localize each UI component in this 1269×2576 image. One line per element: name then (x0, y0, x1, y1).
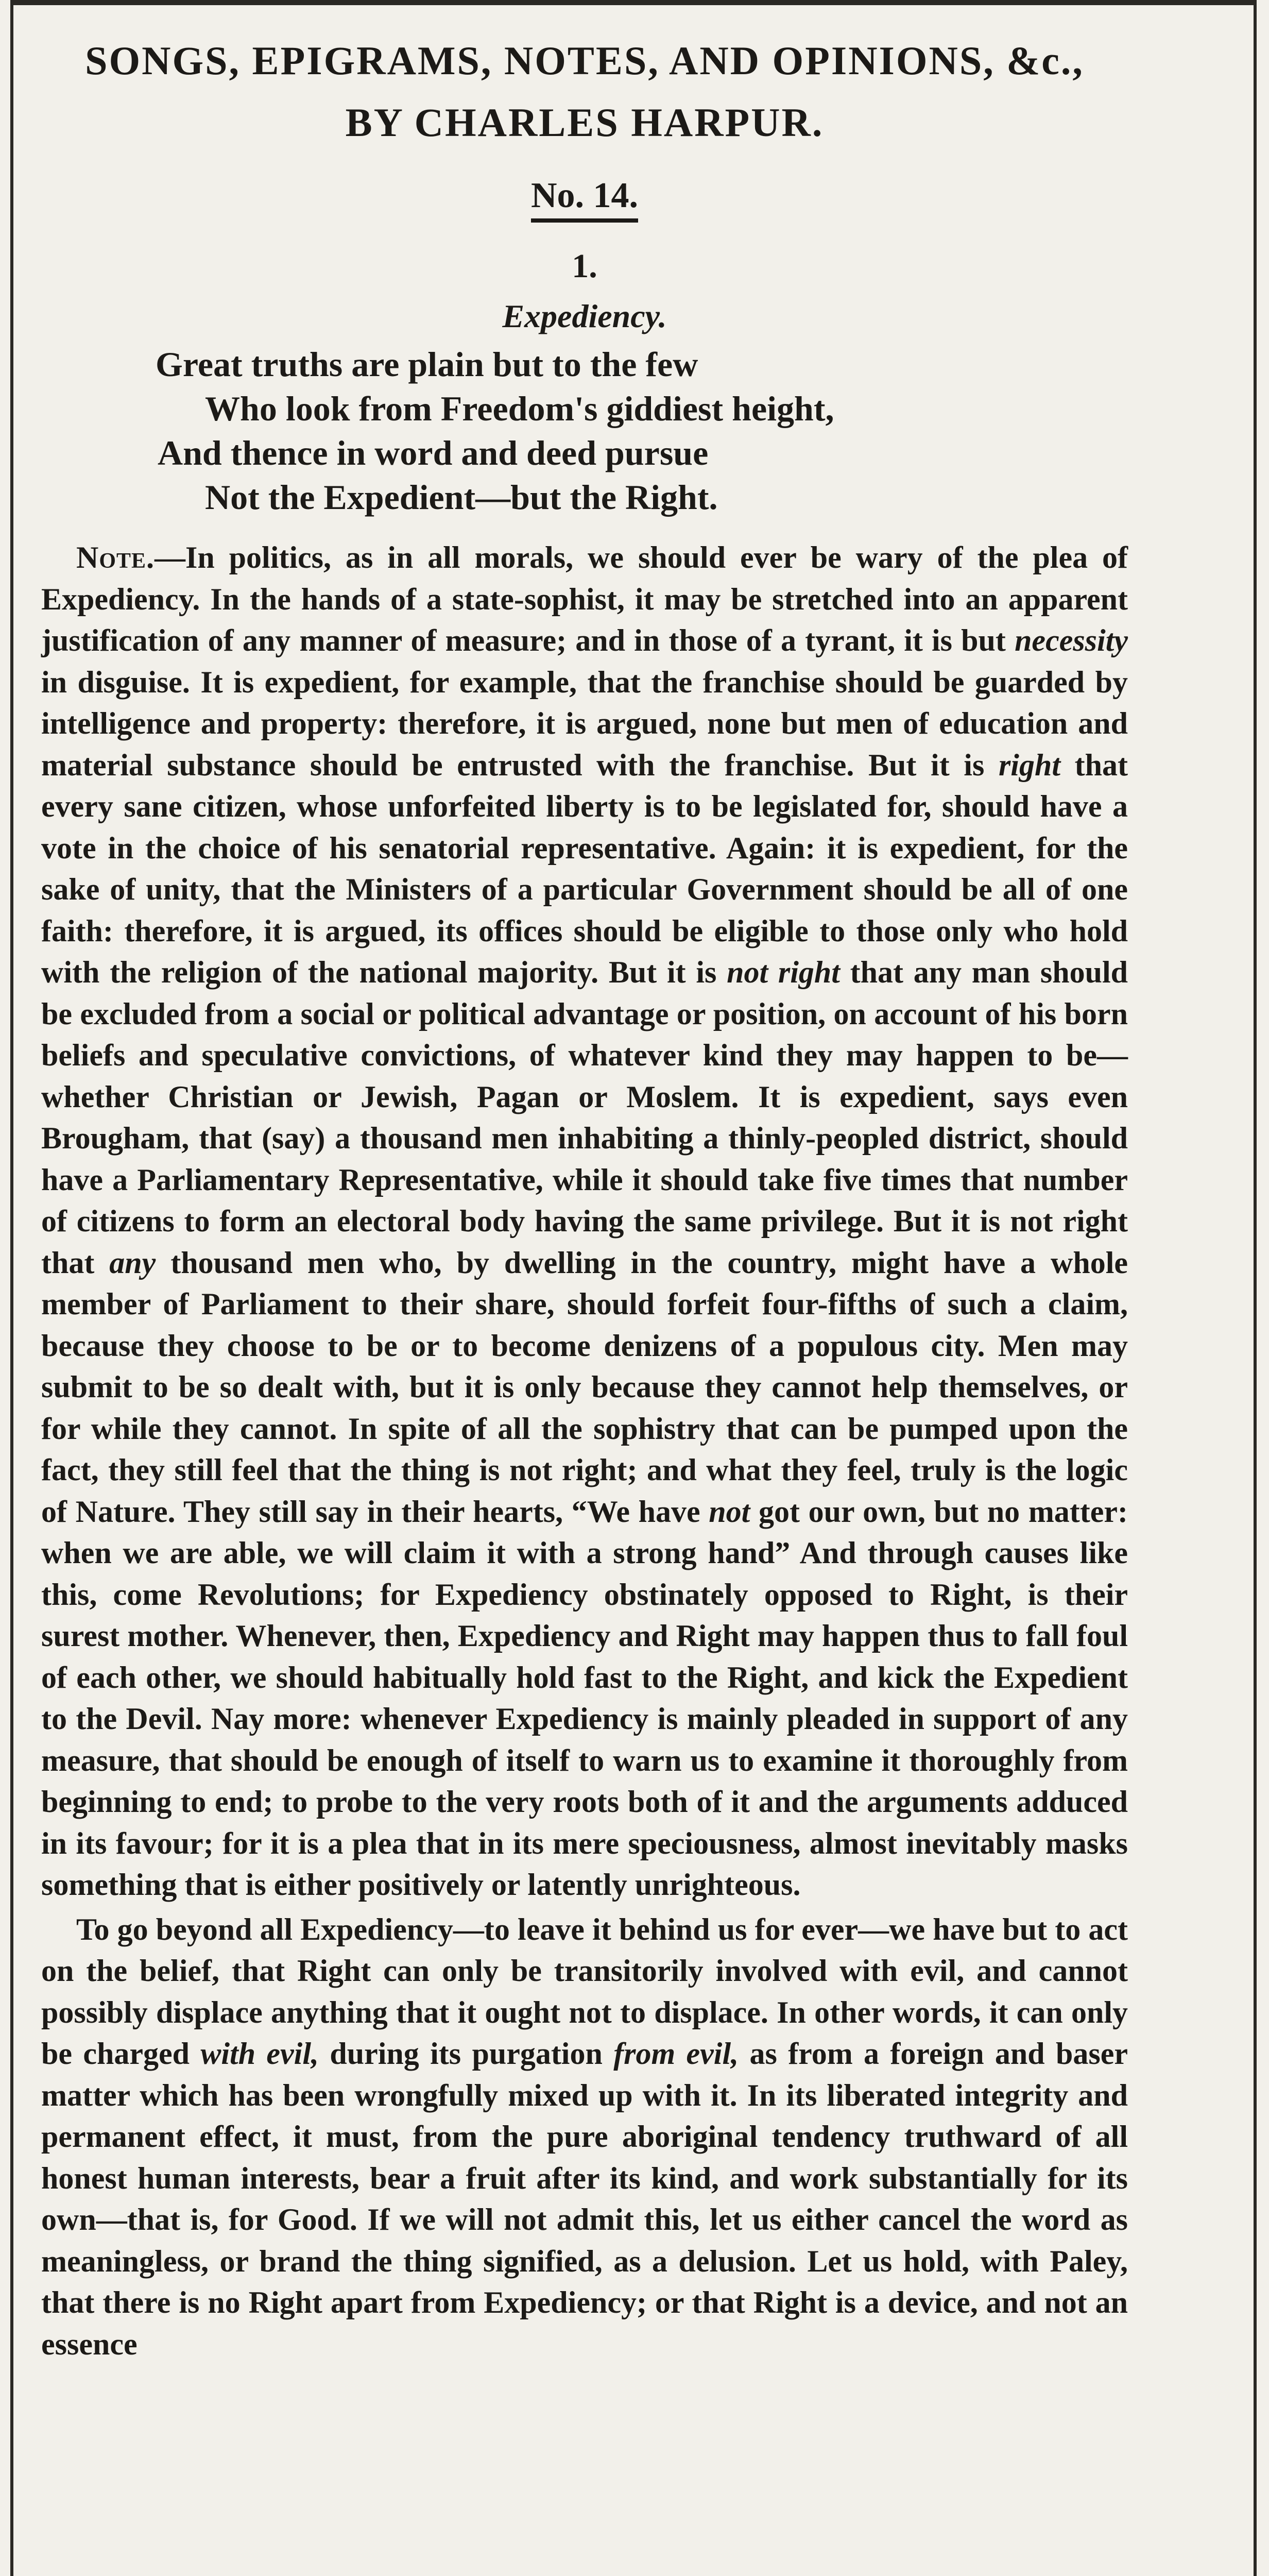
left-column-rule (10, 0, 13, 2576)
note-text: —In politics, as in all morals, we should ever be wary of the plea of Expediency. In the hands of a state-sophist, it may be stretched into an apparent justification of any manner of measure; and in those of a tyrant, it is but (41, 540, 1128, 657)
note-text: thousand men who, by dwelling in the country, might have a whole member of Parliament to their share, should forfeit four-fifths of such a claim, because they choose to be or to become denizens of a populous city. Men may submit to be so dealt with, but it is only because they cannot help themselves, or for while they cannot. In spite of all the sophistry that can be pumped upon the fact, they still feel that the thing is not right; and what they feel, truly is the logic of Nature. They still say in their hearts, “We have (41, 1245, 1128, 1529)
emphasis-text: any (109, 1245, 156, 1280)
issue-number (41, 171, 1128, 221)
note-paragraph-1 (41, 537, 1128, 1906)
note-text: in disguise. It is expedient, for example, that the franchise should be guarded by intelligence and property: therefore, it is argued, none but men of education and material substance should be entrusted with the franchise. But it is (41, 665, 1128, 782)
article-heading-line2: BY CHARLES HARPUR. (345, 100, 824, 145)
section-number: 1. (572, 247, 597, 285)
poem-line: And thence in word and deed pursue (158, 433, 709, 472)
emphasis-text: not right (727, 955, 840, 989)
poem-title: Expediency. (502, 298, 667, 334)
note-text: got our own, but no matter: when we are able, we will claim it with a strong hand” And through causes like this, come Revolutions; for Expediency obstinately opposed to Right, is their surest mother. Whenever, then, Expediency and Right may happen thus to fall foul of each other, we should habitually hold fast to the Right, and kick the Expedient to the Devil. Nay more: whenever Expediency is mainly pleaded in support of any measure, that should be enough of itself to warn us to examine it thoroughly from beginning to end; to probe to the very roots both of it and the arguments adduced in its favour; for it is a plea that in its mere speciousness, almost inevitably masks something that is either positively or latently unrighteous. (41, 1494, 1128, 1902)
note-label: Note. (76, 540, 155, 574)
article-heading-line1: SONGS, EPIGRAMS, NOTES, AND OPINIONS, &c., (85, 38, 1084, 83)
article-column (41, 30, 1128, 2365)
poem (41, 342, 1128, 519)
emphasis-text: right (998, 748, 1061, 782)
emphasis-text: necessity (1015, 623, 1128, 657)
note-text: that any man should be excluded from a social or political advantage or position, on account of his born beliefs and speculative convictions, of whatever kind they may happen to be—whether Christian or Jewish, Pagan or Moslem. It is expedient, says even Brougham, that (say) a thousand men inhabiting a thinly-peopled district, should have a Parliamentary Representative, while it should take five times that number of citizens to form an electoral body having the same privilege. But it is not right that (41, 955, 1128, 1280)
note-text: To go beyond all Expediency—to leave it behind us for ever—we have but to act on the belief, that Right can only be transitorily involved with evil, and cannot possibly displace anything that it ought not to displace. In other words, it can only be charged (41, 1912, 1128, 2071)
right-column-rule (1254, 0, 1257, 2576)
poem-line: Great truths are plain but to the few (156, 345, 698, 384)
note-text: that every sane citizen, whose unforfeited liberty is to be legislated for, should have a vote in the choice of his senatorial representative. Again: it is expedient, for the sake of unity, that the Ministers of a particular Government should be all of one faith: therefore, it is argued, its offices should be eligible to those only who hold with the religion of the national majority. But it is (41, 748, 1128, 989)
note-paragraph-2 (41, 1909, 1128, 2365)
emphasis-text: from evil, (613, 2037, 739, 2071)
note-text: during its purgation (319, 2037, 614, 2071)
note-text: as from a foreign and baser matter which has been wrongfully mixed up with it. In its liberated integrity and permanent effect, it must, from the pure aboriginal tendency truthward of all honest human interests, bear a fruit after its kind, and work substantially for its own—that is, for Good. If we will not admit this, let us either cancel the word as meaningless, or brand the thing signified, as a delusion. Let us hold, with Paley, that there is no Right apart from Expediency; or that Right is a device, and not an essence (41, 2037, 1128, 2361)
emphasis-text: with evil, (200, 2037, 319, 2071)
emphasis-text: not (709, 1494, 750, 1529)
issue-number-text: No. 14. (531, 176, 638, 223)
poem-line: Who look from Freedom's giddiest height, (205, 389, 834, 428)
poem-line: Not the Expedient—but the Right. (205, 478, 718, 517)
top-rule (13, 0, 1254, 5)
